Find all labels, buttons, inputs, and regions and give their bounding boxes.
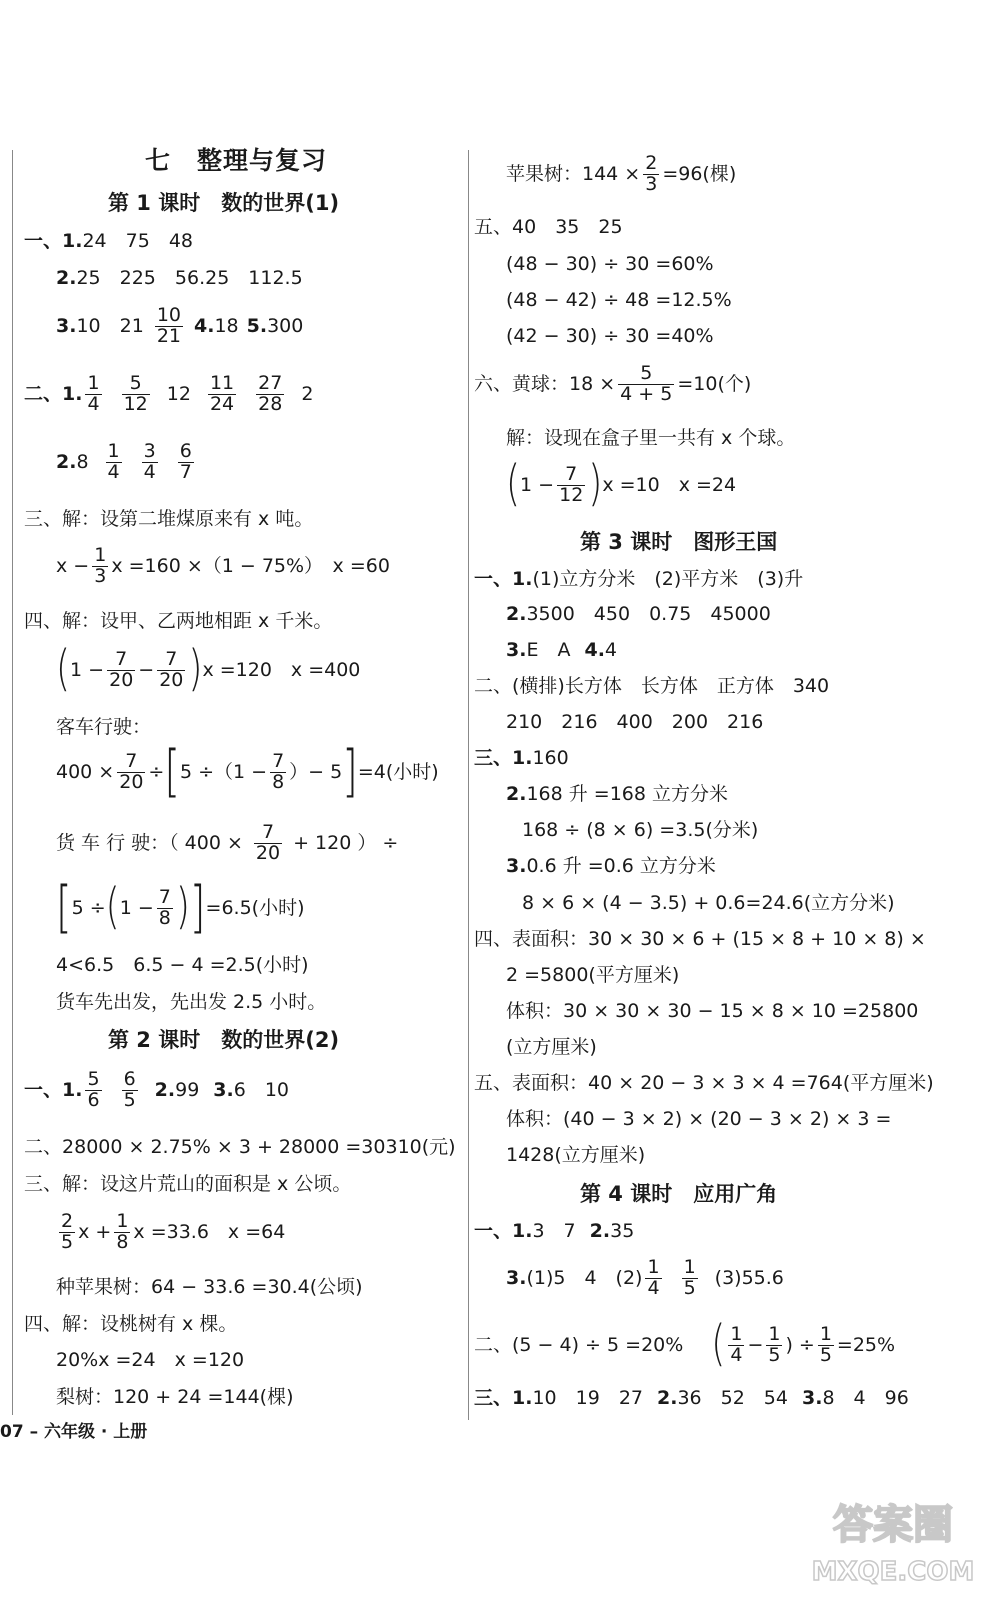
text-fragment: x =33.6 x =64 (133, 1220, 286, 1243)
numerator: 1 (87, 372, 100, 394)
numerator: 1 (768, 1323, 781, 1345)
fraction (270, 752, 286, 793)
watermark-url: MXQE.COM (811, 1557, 975, 1587)
text-fragment: 二、 (24, 1136, 63, 1158)
text-fragment: 梨树：120 + 24 =144(棵) (56, 1386, 294, 1408)
text-fragment: =10(个) (677, 372, 752, 395)
answer-l4-2 (474, 1317, 896, 1373)
watermark-logo (808, 1480, 978, 1590)
answer-l3-5-3: 1428(立方厘米) (506, 1144, 646, 1166)
text-fragment: 300 (267, 314, 304, 337)
answer-l3-4-2: 2 =5800(平方厘米) (506, 964, 680, 986)
answer-l4-3 (474, 1389, 909, 1408)
fraction (254, 823, 282, 864)
text-fragment: 五、 (474, 216, 513, 238)
fraction (645, 1258, 661, 1299)
text-fragment: 1 − (119, 896, 154, 919)
text-fragment: =25% (836, 1333, 896, 1356)
answer-l2-5-b: (48 − 42) ÷ 48 =12.5% (506, 289, 732, 311)
answer-4-conclusion (56, 993, 326, 1012)
text-fragment: 3500 450 0.75 45000 (526, 603, 771, 625)
numerator: 2 (645, 152, 658, 174)
text-fragment: 客车行驶： (56, 716, 152, 738)
answer-l4-1 (474, 1222, 634, 1241)
fraction (107, 650, 135, 691)
text-fragment: 1. (62, 1078, 83, 1101)
denominator: 8 (116, 1230, 129, 1253)
fraction (728, 1325, 744, 1366)
text-fragment: 28000 × 2.75% × 3 + 28000 =30310(元) (62, 1136, 456, 1158)
page-footer: 07 – 六年级 · 上册 (0, 1422, 148, 1442)
text-fragment: 1. (512, 1220, 533, 1242)
numerator: 1 (107, 440, 120, 462)
text-fragment: 4 (604, 639, 618, 661)
left-margin-rule (12, 150, 13, 1415)
denominator: 5 (819, 1343, 832, 1366)
answer-l3-1-1 (474, 570, 803, 589)
text-fragment: 2 (301, 382, 314, 405)
text-fragment: x =120 x =400 (202, 658, 361, 681)
text-fragment: =6.5(小时) (205, 896, 305, 919)
text-fragment: 一、 (474, 568, 513, 590)
text-fragment: 3 7 (532, 1220, 576, 1242)
numerator: 5 (640, 362, 653, 384)
text-fragment: ) ÷ (785, 1333, 815, 1356)
text-fragment: 4<6.5 6.5 − 4 =2.5(小时) (56, 954, 309, 976)
denominator: 5 (61, 1230, 74, 1253)
numerator: 1 (647, 1256, 660, 1278)
answer-4-hc-equation (56, 823, 398, 864)
text-fragment: 12 (166, 382, 191, 405)
watermark-text: 答案圈 (833, 1502, 953, 1548)
text-fragment: 解：设这片荒山的面积是 x 公顷。 (62, 1173, 352, 1195)
denominator: 3 (645, 172, 658, 195)
denominator: 4 (730, 1343, 743, 1366)
answer-4-kc-label (56, 718, 151, 737)
fraction (155, 306, 183, 347)
numerator: 2 (61, 1210, 74, 1232)
answer-3-equation (56, 546, 390, 587)
denominator: 5 (123, 1088, 136, 1111)
answer-l2-3 (24, 1175, 351, 1194)
text-fragment: 4. (584, 639, 605, 661)
numerator: 7 (565, 463, 578, 485)
text-fragment: 1 − (520, 473, 555, 496)
lesson-1-heading: 第 1 课时 数的世界(1) (108, 191, 340, 215)
answer-2-1 (24, 374, 313, 415)
text-fragment: 5 ÷ (71, 896, 106, 919)
text-fragment: − (138, 658, 155, 681)
text-fragment: 四、 (24, 610, 63, 632)
section-title: 七 整理与复习 (145, 146, 328, 175)
text-fragment: 40 35 25 (512, 216, 623, 238)
fraction (618, 364, 674, 405)
text-fragment: 一、 (24, 230, 63, 252)
fraction (106, 442, 122, 483)
fraction (256, 374, 284, 415)
answer-l3-5-2: 体积：(40 − 3 × 2) × (20 − 3 × 2) × 3 = (506, 1108, 892, 1130)
text-fragment: 5 ÷（1 − (179, 760, 268, 783)
text-fragment: 2. (506, 603, 527, 625)
text-fragment: x =10 x =24 (602, 473, 737, 496)
text-fragment: 五、 (474, 1072, 513, 1094)
denominator: 4 (107, 460, 120, 483)
denominator: 5 (683, 1276, 696, 1299)
answer-4-equation (56, 642, 361, 698)
denominator: 7 (179, 460, 192, 483)
answer-4-compare (56, 956, 309, 975)
text-fragment: 一、 (474, 1220, 513, 1242)
answer-l3-4-1 (474, 930, 926, 949)
text-fragment: − (747, 1333, 764, 1356)
text-fragment: 2. (56, 267, 77, 289)
text-fragment: ）− 5 (289, 760, 343, 783)
text-fragment: 99 (175, 1078, 200, 1101)
fraction (157, 650, 185, 691)
numerator: 7 (125, 750, 138, 772)
text-fragment: 400 × (56, 760, 115, 783)
text-fragment: 三、 (474, 1387, 513, 1409)
text-fragment: 1. (512, 568, 533, 590)
text-fragment: ÷ (148, 760, 165, 783)
text-fragment: 36 52 54 (677, 1387, 788, 1409)
text-fragment: 2. (589, 1220, 611, 1242)
numerator: 1 (730, 1323, 743, 1345)
numerator: 1 (116, 1210, 129, 1232)
answer-l2-5-c: (42 − 30) ÷ 30 =40% (506, 325, 714, 347)
bracket: [ (164, 740, 180, 805)
denominator: 20 (109, 668, 134, 691)
text-fragment: (横排)长方体 长方体 正方体 340 (512, 675, 830, 697)
answer-4-hc-equation-2 (56, 876, 305, 941)
text-fragment: 三、 (474, 747, 513, 769)
denominator: 20 (255, 841, 281, 864)
text-fragment: 六、 (474, 372, 513, 395)
answer-1-1 (24, 232, 193, 251)
text-fragment: 20%x =24 x =120 (56, 1349, 245, 1371)
answer-l4-1-3 (506, 1258, 784, 1299)
answer-4-kc-equation (56, 740, 439, 805)
answer-l3-3-3 (506, 857, 716, 876)
text-fragment: 三、 (24, 508, 63, 530)
bracket: ) (175, 880, 190, 936)
text-fragment: 1 − (70, 658, 105, 681)
denominator: 5 (768, 1343, 781, 1366)
denominator: 3 (94, 564, 107, 587)
fraction (114, 1212, 130, 1253)
fraction (142, 442, 158, 483)
fraction (157, 888, 173, 929)
answer-l2-4-result (56, 1388, 294, 1407)
text-fragment: 5. (246, 314, 268, 337)
answer-l3-2-2: 210 216 400 200 216 (506, 711, 764, 733)
text-fragment: 3. (801, 1387, 823, 1409)
text-fragment: (1)立方分米 (2)平方米 (3)升 (532, 568, 804, 590)
bracket: ( (105, 880, 120, 936)
text-fragment: 3. (213, 1078, 234, 1101)
fraction (643, 154, 659, 195)
text-fragment: 3. (506, 855, 527, 877)
numerator: 3 (143, 440, 156, 462)
answer-l2-4-apple (506, 154, 736, 195)
denominator: 20 (119, 770, 144, 793)
denominator: 20 (159, 668, 184, 691)
fraction (122, 1070, 138, 1111)
answer-l3-4-4: (立方厘米) (506, 1036, 597, 1058)
text-fragment: 表面积：40 × 20 − 3 × 3 × 4 =764(平方厘米) (512, 1072, 934, 1094)
numerator: 7 (115, 648, 128, 670)
fraction (208, 374, 236, 415)
answer-4 (24, 612, 332, 631)
answer-1-2 (56, 269, 303, 288)
lesson-4-heading: 第 4 课时 应用广角 (580, 1182, 778, 1206)
text-fragment: 解：设第二堆煤原来有 x 吨。 (62, 508, 314, 530)
answer-1-3 (56, 306, 303, 347)
lesson-3-heading: 第 3 课时 图形王国 (580, 530, 778, 554)
numerator: 7 (165, 648, 178, 670)
answer-l2-3-equation (56, 1212, 285, 1253)
text-fragment: 1. (512, 747, 533, 769)
answer-l3-3-2 (506, 785, 728, 804)
text-fragment: 8 4 96 (822, 1387, 909, 1409)
numerator: 6 (179, 440, 192, 462)
denominator: 12 (559, 483, 584, 506)
fraction (92, 546, 108, 587)
text-fragment: 1. (62, 230, 83, 252)
text-fragment: x − (56, 554, 90, 577)
text-fragment: E A (526, 639, 571, 661)
text-fragment: =4(小时) (357, 760, 439, 783)
answer-l3-3-3b: 8 × 6 × (4 − 3.5) + 0.6=24.6(立方分米) (522, 892, 895, 914)
text-fragment: 四、 (24, 1313, 63, 1335)
fraction (117, 752, 145, 793)
fraction (85, 374, 101, 415)
text-fragment: 24 75 48 (82, 230, 193, 252)
text-fragment: 黄球：18 × (512, 372, 616, 395)
numerator: 1 (819, 1323, 832, 1345)
text-fragment: 四、 (474, 928, 513, 950)
text-fragment: 一、 (24, 1078, 63, 1101)
answer-l3-1-2 (506, 605, 771, 624)
text-fragment: 6 10 (233, 1078, 290, 1101)
lesson-2-heading: 第 2 课时 数的世界(2) (108, 1028, 340, 1052)
text-fragment: (1)5 4 (2) (526, 1266, 643, 1289)
answer-l2-1 (24, 1070, 289, 1111)
column-divider (468, 150, 469, 1420)
text-fragment: 25 225 56.25 112.5 (76, 267, 303, 289)
numerator: 6 (123, 1068, 136, 1090)
answer-l3-1-3 (506, 641, 617, 660)
denominator: 8 (272, 770, 285, 793)
bracket: ] (189, 876, 206, 941)
numerator: 1 (94, 544, 107, 566)
text-fragment: 种苹果树：64 − 33.6 =30.4(公顷) (56, 1276, 363, 1298)
bracket: ( (506, 457, 521, 513)
fraction (178, 442, 194, 483)
text-fragment: 二、 (474, 1333, 513, 1356)
text-fragment: 2. (657, 1387, 678, 1409)
answer-l2-2 (24, 1138, 456, 1157)
fraction (85, 1070, 101, 1111)
answer-l3-5-1 (474, 1074, 934, 1093)
text-fragment: 3. (56, 314, 77, 337)
text-fragment: 8 (76, 450, 89, 473)
bracket: [ (56, 876, 72, 941)
text-fragment: 3. (506, 1266, 527, 1289)
text-fragment: + 120 ） ÷ (293, 831, 399, 854)
text-fragment: 2. (506, 783, 527, 805)
text-fragment: 二、 (24, 382, 63, 405)
text-fragment: 货 车 行 驶：（ 400 × (56, 831, 243, 854)
text-fragment: 解：设桃树有 x 棵。 (62, 1313, 238, 1335)
fraction (682, 1258, 698, 1299)
answer-l2-5 (474, 218, 623, 237)
denominator: 4 (647, 1276, 660, 1299)
numerator: 27 (258, 372, 283, 394)
numerator: 5 (129, 372, 142, 394)
answer-l3-4-3: 体积：30 × 30 × 30 − 15 × 8 × 10 =25800 (506, 1000, 919, 1022)
answer-l3-2-1 (474, 677, 829, 696)
answer-l3-3-1 (474, 749, 569, 768)
denominator: 4 + 5 (620, 382, 673, 405)
text-fragment: (5 − 4) ÷ 5 =20% (512, 1333, 684, 1356)
answer-l3-3-2b: 168 ÷ (8 × 6) =3.5(分米) (522, 819, 759, 841)
denominator: 4 (87, 392, 100, 415)
numerator: 7 (158, 886, 171, 908)
answer-l2-4-equation (56, 1351, 244, 1370)
denominator: 24 (209, 392, 235, 415)
numerator: 5 (87, 1068, 100, 1090)
text-fragment: 货车先出发，先出发 2.5 小时。 (56, 991, 327, 1013)
text-fragment: 1. (512, 1387, 533, 1409)
text-fragment: x + (78, 1220, 112, 1243)
bracket: ( (711, 1317, 726, 1373)
numerator: 11 (209, 372, 235, 394)
answer-l2-6-equation (506, 457, 737, 513)
text-fragment: =96(棵) (662, 162, 737, 185)
text-fragment: 18 (214, 314, 239, 337)
numerator: 7 (261, 821, 275, 843)
text-fragment: 1. (62, 382, 83, 405)
answer-3 (24, 510, 313, 529)
text-fragment: x =160 ×（1 − 75%） x =60 (111, 554, 390, 577)
text-fragment: 160 (532, 747, 569, 769)
answer-l2-3-result (56, 1278, 363, 1297)
denominator: 21 (156, 324, 181, 347)
bracket: ) (588, 457, 603, 513)
answer-l2-4 (24, 1315, 237, 1334)
text-fragment: 0.6 升 =0.6 立方分米 (526, 855, 716, 877)
text-fragment: 35 (610, 1220, 635, 1242)
denominator: 4 (143, 460, 156, 483)
text-fragment: 3. (506, 639, 527, 661)
text-fragment: 168 升 =168 立方分米 (526, 783, 729, 805)
numerator: 10 (156, 304, 181, 326)
denominator: 6 (87, 1088, 100, 1111)
text-fragment: 4. (194, 314, 215, 337)
denominator: 28 (258, 392, 283, 415)
numerator: 1 (683, 1256, 696, 1278)
fraction (766, 1325, 782, 1366)
answer-l2-5-a: (48 − 30) ÷ 30 =60% (506, 253, 714, 275)
text-fragment: 解：设甲、乙两地相距 x 千米。 (62, 610, 333, 632)
text-fragment: 三、 (24, 1173, 63, 1195)
text-fragment: (3)55.6 (714, 1266, 784, 1289)
text-fragment: 10 21 (76, 314, 144, 337)
answer-2-2 (56, 442, 197, 483)
answer-l2-6 (474, 364, 751, 405)
denominator: 12 (123, 392, 148, 415)
text-fragment: 表面积：30 × 30 × 6 + (15 × 8 + 10 × 8) × (512, 928, 926, 950)
fraction (122, 374, 150, 415)
text-fragment: 2. (154, 1078, 176, 1101)
text-fragment: 苹果树：144 × (506, 162, 641, 185)
fraction (818, 1325, 834, 1366)
numerator: 7 (272, 750, 285, 772)
bracket: ( (56, 642, 71, 698)
text-fragment: 10 19 27 (532, 1387, 643, 1409)
text-fragment: 二、 (474, 675, 513, 697)
bracket: ) (188, 642, 203, 698)
fraction (59, 1212, 75, 1253)
denominator: 8 (158, 906, 171, 929)
text-fragment: 2. (56, 450, 77, 473)
bracket: ] (342, 740, 358, 805)
fraction (557, 465, 585, 506)
answer-l2-6-jie: 解：设现在盒子里一共有 x 个球。 (506, 427, 796, 449)
